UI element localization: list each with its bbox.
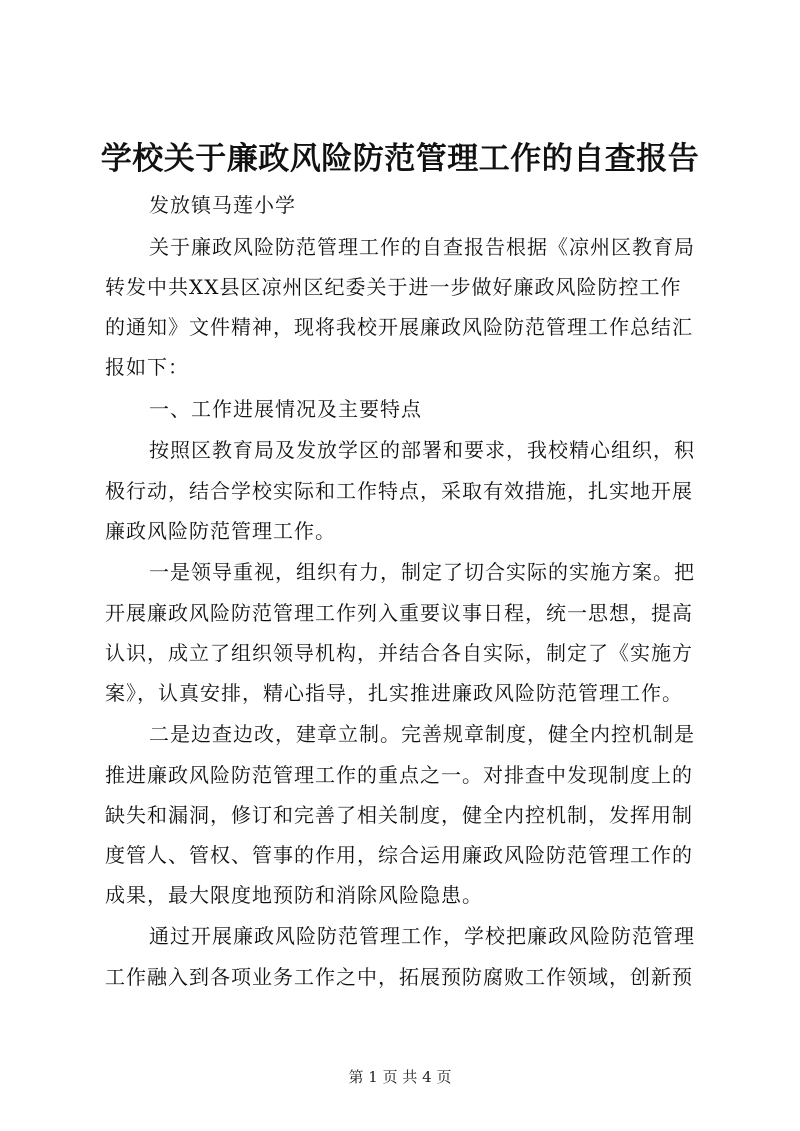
- paragraph-3-line-1: 一是领导重视，组织有力，制定了切合实际的实施方案。把: [149, 560, 695, 584]
- paragraph-1-line-3: 的通知》文件精神，现将我校开展廉政风险防范管理工作总结汇: [105, 315, 693, 339]
- section-heading-1: 一、工作进展情况及主要特点: [149, 397, 422, 421]
- paragraph-3-line-3: 认识，成立了组织领导机构，并结合各自实际，制定了《实施方: [105, 641, 693, 665]
- paragraph-4-line-5: 成果，最大限度地预防和消除风险隐患。: [105, 883, 483, 907]
- paragraph-5-line-2: 工作融入到各项业务工作之中，拓展预防腐败工作领域，创新预: [105, 965, 693, 989]
- paragraph-1-line-2: 转发中共XX县区凉州区纪委关于进一步做好廉政风险防控工作: [105, 275, 682, 299]
- paragraph-1-line-4: 报如下：: [105, 355, 189, 379]
- paragraph-3-line-4: 案》，认真安排，精心指导，扎实推进廉政风险防范管理工作。: [105, 681, 683, 705]
- paragraph-4-line-3: 缺失和漏洞，修订和完善了相关制度，健全内控机制，发挥用制: [105, 803, 693, 827]
- paragraph-4-line-4: 度管人、管权、管事的作用，综合运用廉政风险防范管理工作的: [105, 843, 693, 867]
- paragraph-2-line-2: 极行动，结合学校实际和工作特点，采取有效措施，扎实地开展: [105, 479, 693, 503]
- page-number-footer: 第 1 页 共 4 页: [348, 1068, 452, 1086]
- paragraph-1-line-1: 关于廉政风险防范管理工作的自查报告根据《凉州区教育局: [149, 235, 695, 259]
- paragraph-5-line-1: 通过开展廉政风险防范管理工作，学校把廉政风险防范管理: [149, 924, 695, 948]
- paragraph-3-line-2: 开展廉政风险防范管理工作列入重要议事日程，统一思想，提高: [105, 601, 693, 625]
- paragraph-4-line-2: 推进廉政风险防范管理工作的重点之一。对排查中发现制度上的: [105, 763, 693, 787]
- document-title: 学校关于廉政风险防范管理工作的自查报告: [100, 141, 700, 177]
- paragraph-2-line-1: 按照区教育局及发放学区的部署和要求，我校精心组织，积: [149, 438, 695, 462]
- school-name: 发放镇马莲小学: [149, 193, 296, 217]
- paragraph-4-line-1: 二是边查边改，建章立制。完善规章制度，健全内控机制是: [149, 722, 695, 746]
- paragraph-2-line-3: 廉政风险防范管理工作。: [105, 519, 336, 543]
